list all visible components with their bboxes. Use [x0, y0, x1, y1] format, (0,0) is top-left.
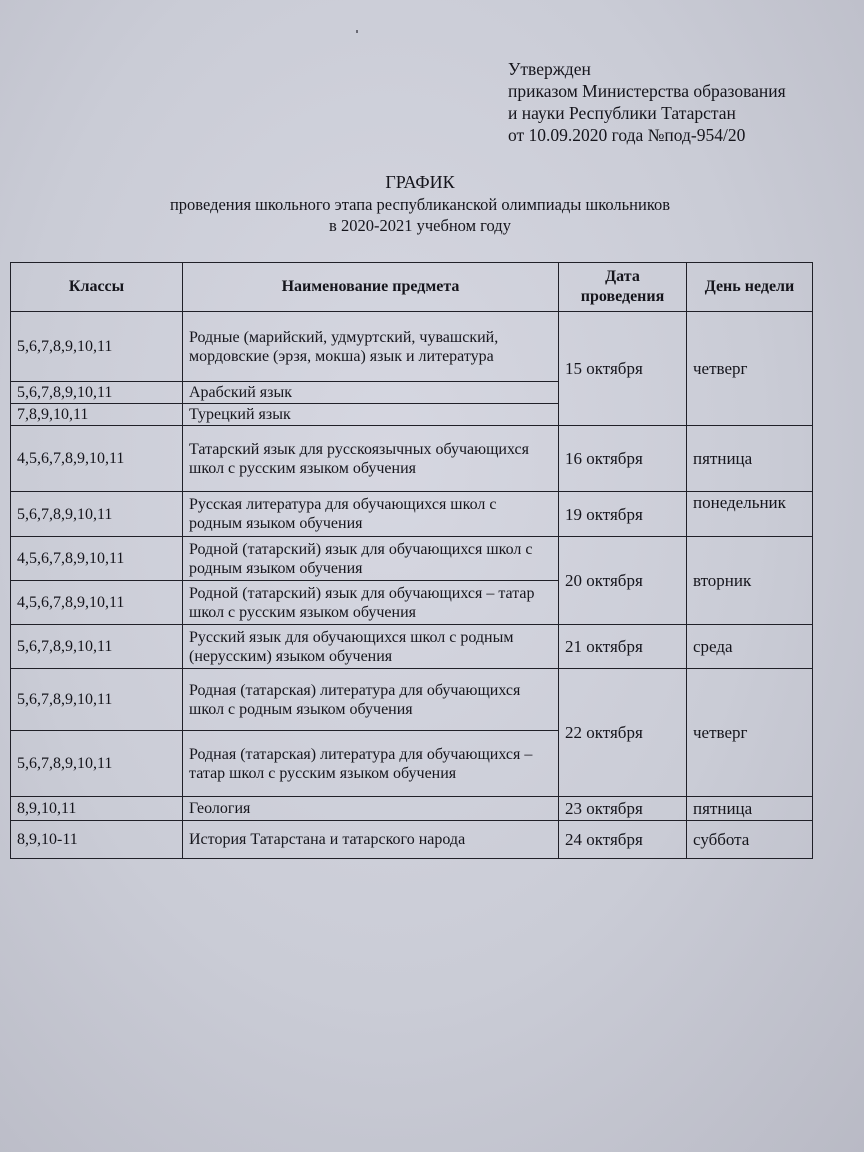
day-cell: четверг: [687, 312, 813, 426]
grades-cell: 5,6,7,8,9,10,11: [11, 382, 183, 404]
subject-cell: Турецкий язык: [183, 404, 559, 426]
subject-cell: История Татарстана и татарского народа: [183, 821, 559, 859]
day-cell: суббота: [687, 821, 813, 859]
table-row: [11, 426, 813, 492]
document-title: [60, 170, 780, 236]
grades-cell: 4,5,6,7,8,9,10,11: [11, 537, 183, 581]
day-cell: пятница: [687, 426, 813, 492]
title-main: ГРАФИК: [385, 172, 455, 192]
grades-cell: 5,6,7,8,9,10,11: [11, 492, 183, 537]
olympiad-schedule-table: [10, 262, 813, 859]
date-cell: 21 октября: [559, 625, 687, 669]
grades-cell: 5,6,7,8,9,10,11: [11, 625, 183, 669]
subject-cell: Русский язык для обучающихся школ с родным (нерусским) языком обучения: [183, 625, 559, 669]
table-row: [11, 537, 813, 581]
grades-cell: 5,6,7,8,9,10,11: [11, 731, 183, 797]
date-cell: 20 октября: [559, 537, 687, 625]
table-row: [11, 669, 813, 731]
header-day: День недели: [687, 263, 813, 312]
grades-cell: 7,8,9,10,11: [11, 404, 183, 426]
approval-stamp-text: [508, 58, 848, 146]
grades-cell: 8,9,10,11: [11, 797, 183, 821]
grades-cell: 5,6,7,8,9,10,11: [11, 312, 183, 382]
day-cell: среда: [687, 625, 813, 669]
date-cell: 15 октября: [559, 312, 687, 426]
subject-cell: Русская литература для обучающихся школ с родным языком обучения: [183, 492, 559, 537]
header-grades: Классы: [11, 263, 183, 312]
approval-line: приказом Министерства образования: [508, 81, 786, 101]
subject-cell: Родная (татарская) литература для обучающихся – татар школ с русским языком обучения: [183, 731, 559, 797]
day-cell: пятница: [687, 797, 813, 821]
day-cell: четверг: [687, 669, 813, 797]
subject-cell: Арабский язык: [183, 382, 559, 404]
table-row: [11, 312, 813, 382]
date-cell: 24 октября: [559, 821, 687, 859]
header-subject: Наименование предмета: [183, 263, 559, 312]
subject-cell: Родной (татарский) язык для обучающихся – татар школ с русским языком обучения: [183, 581, 559, 625]
table-row: [11, 797, 813, 821]
title-subtitle: проведения школьного этапа республиканской олимпиады школьников: [169, 195, 671, 214]
subject-cell: Татарский язык для русскоязычных обучающихся школ с русским языком обучения: [183, 426, 559, 492]
grades-cell: 4,5,6,7,8,9,10,11: [11, 426, 183, 492]
date-cell: 23 октября: [559, 797, 687, 821]
table-row: [11, 625, 813, 669]
approval-line: Утвержден: [508, 59, 591, 79]
day-cell: понедельник: [687, 492, 813, 537]
date-cell: 22 октября: [559, 669, 687, 797]
approval-line: от 10.09.2020 года №под-954/20: [508, 125, 746, 145]
subject-cell: Родная (татарская) литература для обучающихся школ с родным языком обучения: [183, 669, 559, 731]
title-year: в 2020-2021 учебном году: [329, 216, 511, 235]
approval-line: и науки Республики Татарстан: [508, 103, 736, 123]
table-header-row: [11, 263, 813, 312]
subject-cell: Родной (татарский) язык для обучающихся школ с родным языком обучения: [183, 537, 559, 581]
date-cell: 19 октября: [559, 492, 687, 537]
ink-mark: [356, 30, 358, 33]
date-cell: 16 октября: [559, 426, 687, 492]
table-row: [11, 492, 813, 537]
grades-cell: 4,5,6,7,8,9,10,11: [11, 581, 183, 625]
header-date: Дата проведения: [559, 263, 687, 312]
day-cell: вторник: [687, 537, 813, 625]
grades-cell: 8,9,10-11: [11, 821, 183, 859]
subject-cell: Геология: [183, 797, 559, 821]
grades-cell: 5,6,7,8,9,10,11: [11, 669, 183, 731]
table-row: [11, 821, 813, 859]
subject-cell: Родные (марийский, удмуртский, чувашский, мордовские (эрзя, мокша) язык и литература: [183, 312, 559, 382]
